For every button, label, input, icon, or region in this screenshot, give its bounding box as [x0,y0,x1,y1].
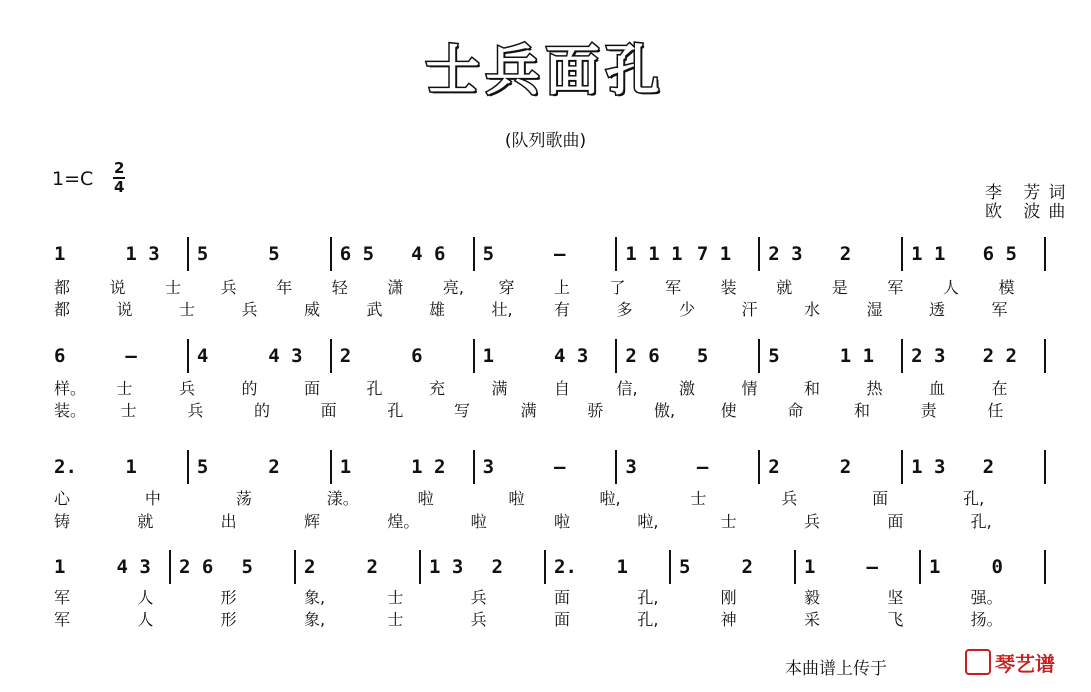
lyric-syllable: 说 [109,278,126,297]
lyrics-verse1-line-4 [50,585,1060,605]
lyric-syllable: 装。 [54,401,87,420]
lyric-syllable: 透 [929,300,946,319]
lyric-syllable: 水 [804,300,821,319]
lyric-syllable: 在 [991,379,1008,398]
lyric-syllable: 是 [831,278,848,297]
lyric-syllable: 潇 [387,278,404,297]
lyric-syllable: 有 [554,300,571,319]
note: – [696,456,709,478]
lyric-syllable: 刚 [720,588,737,607]
lyric-syllable: 啦 [508,489,525,508]
bar-line [294,550,296,584]
logo-mark-icon [965,649,991,675]
lyric-syllable: 和 [854,401,871,420]
lyric-syllable: 强。 [970,588,1003,607]
note: – [554,456,566,478]
lyric-syllable: 亮, [442,278,464,297]
lyric-syllable: 多 [616,300,633,319]
lyric-syllable: 了 [609,278,626,297]
lyric-syllable: 兵 [470,610,487,629]
lyric-syllable: 啦 [554,512,571,531]
staff-line-4 [50,548,1060,588]
bar-line [187,339,189,373]
lyric-syllable: 心 [54,489,71,508]
note: 5 [768,345,780,367]
note: 5 [268,243,280,265]
lyric-syllable: 模 [998,278,1015,297]
bar-line [1044,339,1046,373]
lyric-syllable: 兵 [187,401,204,420]
lyric-syllable: 兵 [241,300,258,319]
upload-footer: 本曲谱上传于 [785,659,887,679]
note: 1 2 [411,456,446,478]
bar-line [615,237,617,271]
note: 1 3 [911,456,946,478]
note: 2. [54,456,77,478]
note: 2 [304,556,316,578]
note: 1 [804,556,816,578]
lyric-syllable: 充 [429,379,446,398]
bar-line [901,450,903,484]
lyrics-verse1-line-1 [50,275,1060,295]
note: 2 [839,243,852,265]
bar-line [901,237,903,271]
note: 2. [554,556,577,578]
note: 5 [696,345,709,367]
lyric-syllable: 穿 [498,278,515,297]
lyric-syllable: 命 [787,401,804,420]
lyric-syllable: 傲, [654,401,676,420]
note: 2 [268,456,280,478]
lyric-syllable: 汗 [741,300,758,319]
note: 2 [982,456,995,478]
lyric-syllable: 孔, [637,588,659,607]
lyric-syllable: 说 [116,300,133,319]
lyric-syllable: 军 [54,588,71,607]
lyric-syllable: 上 [554,278,571,297]
bar-line [473,339,475,373]
note: 5 [196,243,209,265]
bar-line [419,550,421,584]
lyric-syllable: 啦 [470,512,487,531]
note: 6 5 [339,243,375,265]
note: 3 [482,456,495,478]
note: 0 [991,556,1003,578]
note: 1 1 [839,345,875,367]
note: 1 3 [429,556,464,578]
lyric-syllable: 威 [304,300,321,319]
note: 7 1 [696,243,732,265]
note: 1 [482,345,495,367]
lyric-syllable: 装 [720,278,737,297]
lyric-syllable: 样。 [54,379,87,398]
time-signature [113,160,125,196]
note: 4 3 [116,556,151,578]
lyric-syllable: 雄 [429,300,446,319]
note: 1 [125,456,137,478]
lyric-syllable: 坚 [887,588,904,607]
note: 2 3 [768,243,803,265]
bar-line [758,339,760,373]
lyric-syllable: 情 [741,379,758,398]
lyric-syllable: 轻 [331,278,348,297]
bar-line [794,550,796,584]
lyric-syllable: 士 [165,278,182,297]
note: 4 3 [554,345,589,367]
note: 6 [54,345,66,367]
lyric-syllable: 写 [454,401,471,420]
lyrics-verse2-line-2 [50,398,1060,418]
lyric-syllable: 面 [872,489,889,508]
note: 1 [339,456,352,478]
staff-line-1 [50,235,1060,275]
bar-line [330,237,332,271]
note: 6 5 [982,243,1017,265]
lyric-syllable: 信, [616,379,638,398]
note: 2 [491,556,503,578]
note: 1 [54,556,66,578]
note: – [866,556,878,578]
lyric-syllable: 士 [387,588,404,607]
bar-line [901,339,903,373]
note: 1 [929,556,941,578]
lyric-syllable: 血 [929,379,946,398]
lyric-syllable: 啦, [637,512,659,531]
bar-line [1044,237,1046,271]
lyric-syllable: 面 [554,610,571,629]
note: 5 [196,456,209,478]
time-denominator: 4 [114,178,125,196]
staff-line-3 [50,448,1060,488]
lyricist-credit: 李 芳词 [985,183,1074,203]
lyric-syllable: 军 [887,278,904,297]
lyric-syllable: 辉 [304,512,321,531]
key-signature: 1=C [52,168,94,190]
bar-line [473,237,475,271]
note: 3 [625,456,637,478]
note: 1 1 1 [625,243,683,265]
bar-line [758,237,760,271]
lyric-syllable: 自 [554,379,571,398]
lyric-syllable: 人 [137,588,154,607]
lyric-syllable: 毅 [804,588,821,607]
lyric-syllable: 扬。 [970,610,1003,629]
lyric-syllable: 象, [304,588,326,607]
lyric-syllable: 使 [720,401,737,420]
note: 5 [679,556,691,578]
lyric-syllable: 士 [720,512,737,531]
bar-line [473,450,475,484]
lyric-syllable: 孔, [637,610,659,629]
lyric-syllable: 漾。 [326,489,359,508]
lyric-syllable: 军 [991,300,1008,319]
lyric-syllable: 神 [720,610,737,629]
bar-line [1044,450,1046,484]
lyric-syllable: 啦 [417,489,434,508]
note: 1 3 [125,243,160,265]
lyric-syllable: 士 [690,489,707,508]
lyric-syllable: 热 [866,379,883,398]
note: 1 [54,243,66,265]
lyric-syllable: 孔 [366,379,383,398]
note: 4 [196,345,209,367]
lyric-syllable: 少 [679,300,696,319]
lyrics-verse1-line-3 [50,486,1060,506]
note: 2 3 [911,345,946,367]
note: – [554,243,566,265]
lyrics-verse1-line-2 [50,376,1060,396]
lyric-syllable: 荡 [235,489,252,508]
bar-line [544,550,546,584]
bar-line [330,339,332,373]
staff-line-2 [50,337,1060,377]
lyric-syllable: 孔, [970,512,992,531]
lyric-syllable: 采 [804,610,821,629]
note: 2 6 [179,556,214,578]
note: 2 6 [625,345,660,367]
note: 4 6 [411,243,446,265]
lyric-syllable: 面 [554,588,571,607]
lyric-syllable: 军 [54,610,71,629]
note: 6 [411,345,423,367]
lyric-syllable: 责 [920,401,937,420]
lyrics-verse2-line-1 [50,297,1060,317]
lyric-syllable: 湿 [866,300,883,319]
lyric-syllable: 人 [942,278,959,297]
lyric-syllable: 的 [254,401,271,420]
lyric-syllable: 兵 [781,489,798,508]
bar-line [615,339,617,373]
time-numerator: 2 [114,159,125,177]
lyric-syllable: 面 [887,512,904,531]
note: 2 [768,456,780,478]
lyric-syllable: 都 [54,300,71,319]
note: 1 [616,556,628,578]
composer-credit: 欧 波曲 [985,202,1074,222]
lyric-syllable: 满 [520,401,537,420]
lyric-syllable: 面 [304,379,321,398]
lyric-syllable: 面 [320,401,337,420]
lyric-syllable: 人 [137,610,154,629]
lyric-syllable: 士 [387,610,404,629]
note: 2 [741,556,753,578]
lyric-syllable: 出 [220,512,237,531]
bar-line [330,450,332,484]
lyric-syllable: 飞 [887,610,904,629]
note: 2 [339,345,352,367]
lyric-syllable: 孔 [387,401,404,420]
bar-line [187,237,189,271]
lyric-syllable: 兵 [220,278,237,297]
lyric-syllable: 都 [54,278,71,297]
song-title: 士兵面孔 [425,39,666,102]
bar-line [758,450,760,484]
logo-text: 琴艺谱 [995,652,1055,676]
bar-line [615,450,617,484]
song-subtitle: (队列歌曲) [504,131,587,151]
lyric-syllable: 兵 [470,588,487,607]
bar-line [169,550,171,584]
lyric-syllable: 的 [241,379,258,398]
lyric-syllable: 啦, [599,489,621,508]
lyric-syllable: 骄 [587,401,604,420]
lyric-syllable: 任 [987,401,1004,420]
bar-line [669,550,671,584]
bar-line [919,550,921,584]
lyrics-verse2-line-3 [50,509,1060,529]
note: 2 [366,556,378,578]
bar-line [187,450,189,484]
lyric-syllable: 就 [137,512,154,531]
lyrics-verse2-line-4 [50,607,1060,627]
lyric-syllable: 激 [679,379,696,398]
note: 4 3 [268,345,303,367]
lyric-syllable: 形 [220,588,237,607]
note: 2 [839,456,852,478]
site-logo [965,648,1055,677]
lyric-syllable: 煌。 [387,512,420,531]
lyric-syllable: 武 [366,300,383,319]
lyric-syllable: 兵 [804,512,821,531]
lyric-syllable: 和 [804,379,821,398]
lyric-syllable: 形 [220,610,237,629]
lyric-syllable: 壮, [491,300,513,319]
lyric-syllable: 年 [276,278,293,297]
lyric-syllable: 铸 [54,512,71,531]
lyric-syllable: 象, [304,610,326,629]
lyric-syllable: 士 [179,300,196,319]
note: – [125,345,137,367]
lyric-syllable: 中 [144,489,161,508]
lyric-syllable: 满 [491,379,508,398]
note: 1 1 [911,243,946,265]
lyric-syllable: 孔, [963,489,985,508]
lyric-syllable: 军 [665,278,682,297]
lyric-syllable: 士 [116,379,133,398]
lyric-syllable: 就 [776,278,793,297]
note: 5 [241,556,253,578]
bar-line [1044,550,1046,584]
note: 2 2 [982,345,1017,367]
lyric-syllable: 兵 [179,379,196,398]
lyric-syllable: 士 [120,401,137,420]
note: 5 [482,243,495,265]
